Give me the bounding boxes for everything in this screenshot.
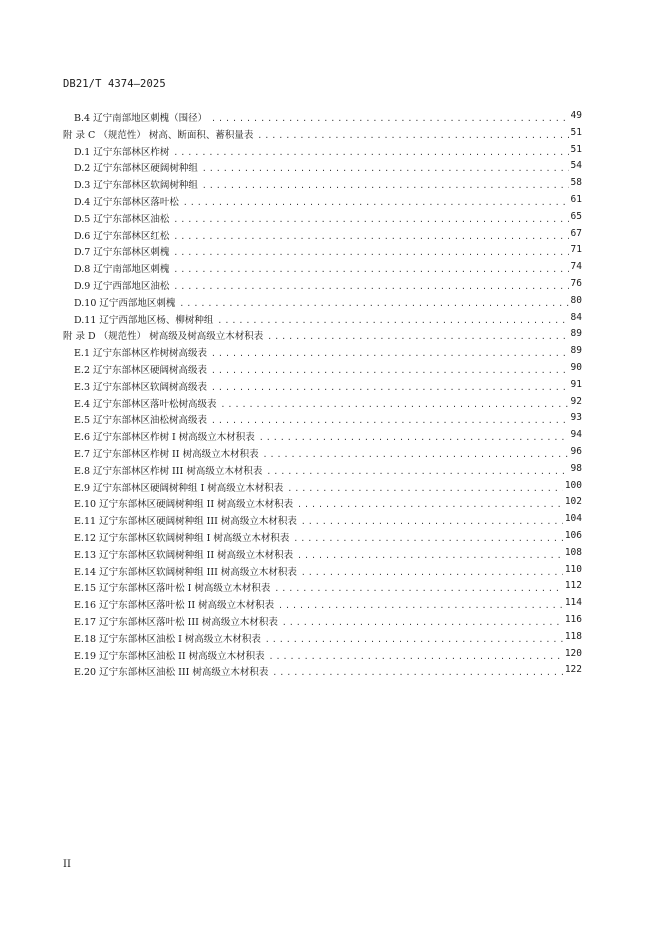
- dot-leader: [221, 400, 578, 409]
- toc-entry-page: 89: [570, 345, 582, 357]
- toc-entry-page: 94: [570, 429, 582, 441]
- dot-leader: [211, 349, 578, 358]
- dot-leader: [267, 332, 578, 341]
- toc-entry-label: E.4 辽宁东部林区落叶松树高级表: [74, 398, 217, 410]
- toc-entry-page: 71: [570, 244, 582, 256]
- dot-leader: [269, 652, 578, 661]
- toc-entry[interactable]: [0, 614, 662, 630]
- toc-entry[interactable]: [0, 396, 662, 412]
- toc-entry[interactable]: [0, 244, 662, 260]
- dot-leader: [183, 198, 578, 207]
- toc-entry-label: E.14 辽宁东部林区软阔树种组 III 树高级立木材积表: [74, 566, 297, 578]
- toc-entry[interactable]: [0, 194, 662, 210]
- toc-entry-label: B.4 辽宁南部地区刺槐（围径）: [74, 113, 208, 124]
- toc-entry-page: 67: [570, 227, 582, 239]
- toc-entry-label: E.2 辽宁东部林区硬阔树高级表: [74, 365, 208, 376]
- toc-entry[interactable]: [0, 228, 662, 244]
- toc-entry-label: E.11 辽宁东部林区硬阔树种组 III 树高级立木材积表: [74, 516, 297, 528]
- page-number: II: [63, 859, 71, 870]
- toc-entry-page: 114: [564, 597, 582, 609]
- toc-entry-label: E.3 辽宁东部林区软阔树高级表: [74, 381, 208, 393]
- dot-leader: [211, 114, 578, 123]
- toc-entry[interactable]: [0, 312, 662, 328]
- toc-entry-page: 93: [570, 412, 582, 424]
- toc-entry-page: 65: [570, 210, 582, 222]
- toc-entry-page: 110: [564, 563, 582, 575]
- toc-entry-page: 112: [564, 580, 582, 592]
- toc-entry-label: E.9 辽宁东部林区硬阔树种组 I 树高级立木材积表: [74, 482, 284, 494]
- toc-entry-label: D.6 辽宁东部林区红松: [74, 230, 170, 242]
- toc-entry-page: 120: [564, 647, 582, 659]
- toc-entry[interactable]: [0, 580, 662, 596]
- dot-leader: [257, 131, 578, 140]
- toc-entry-label: 附 录 C （规范性） 树高、断面积、蓄积量表: [63, 129, 254, 141]
- toc-entry-label: E.20 辽宁东部林区油松 III 树高级立木材积表: [74, 667, 269, 679]
- toc-entry-label: D.3 辽宁东部林区软阔树种组: [74, 180, 198, 192]
- toc-entry-label: D.8 辽宁南部地区刺槐: [74, 264, 170, 276]
- toc-entry[interactable]: [0, 530, 662, 546]
- toc-entry-label: E.15 辽宁东部林区落叶松 I 树高级立木材积表: [74, 583, 271, 595]
- toc-entry[interactable]: [0, 446, 662, 462]
- toc-entry-label: E.13 辽宁东部林区软阔树种组 II 树高级立木材积表: [74, 549, 294, 561]
- toc-entry-page: 102: [564, 496, 582, 508]
- toc-entry-label: D.2 辽宁东部林区硬阔树种组: [74, 163, 198, 175]
- dot-leader: [266, 467, 578, 476]
- toc-entry[interactable]: [0, 110, 662, 126]
- dot-leader: [173, 265, 578, 274]
- toc-entry-label: D.1 辽宁东部林区柞树: [74, 146, 170, 158]
- toc-entry-label: E.16 辽宁东部林区落叶松 II 树高级立木材积表: [74, 600, 275, 612]
- dot-leader: [301, 568, 578, 577]
- toc-entry-page: 92: [570, 395, 582, 407]
- toc-entry-page: 49: [570, 110, 582, 121]
- toc-entry-page: 58: [570, 177, 582, 189]
- toc-entry[interactable]: [0, 597, 662, 613]
- toc-entry-page: 80: [570, 294, 582, 306]
- toc-entry-page: 96: [570, 446, 582, 457]
- dot-leader: [301, 517, 578, 526]
- toc-entry-label: D.7 辽宁东部林区刺槐: [74, 247, 170, 259]
- toc-entry-label: D.4 辽宁东部林区落叶松: [74, 197, 179, 208]
- toc-entry[interactable]: [0, 412, 662, 428]
- toc-entry[interactable]: [0, 547, 662, 563]
- toc-entry-label: D.9 辽宁西部地区油松: [74, 281, 170, 292]
- toc-entry-label: E.12 辽宁东部林区软阔树种组 I 树高级立木材积表: [74, 533, 290, 544]
- toc-entry[interactable]: [0, 496, 662, 512]
- toc-entry[interactable]: [0, 362, 662, 378]
- toc-entry-label: E.6 辽宁东部林区柞树 I 树高级立木材积表: [74, 432, 255, 444]
- toc-entry-label: D.10 辽宁西部地区刺槐: [74, 297, 176, 309]
- dot-leader: [202, 164, 578, 173]
- toc-entry-page: 118: [564, 630, 582, 642]
- toc-entry-label: E.10 辽宁东部林区硬阔树种组 II 树高级立木材积表: [74, 499, 294, 511]
- dot-leader: [259, 433, 578, 442]
- toc-entry-page: 106: [564, 530, 582, 541]
- dot-leader: [211, 366, 578, 375]
- dot-leader: [173, 282, 578, 291]
- toc-entry-page: 84: [570, 311, 582, 323]
- document-code: DB21/T 4374—2025: [63, 78, 166, 90]
- toc-entry[interactable]: [0, 278, 662, 294]
- toc-entry[interactable]: [0, 177, 662, 193]
- toc-entry[interactable]: [0, 328, 662, 344]
- dot-leader: [211, 416, 578, 425]
- toc-entry[interactable]: [0, 631, 662, 647]
- toc-entry-page: 74: [570, 261, 582, 273]
- toc-entry-label: E.7 辽宁东部林区柞树 II 树高级立木材积表: [74, 449, 259, 460]
- dot-leader: [287, 484, 578, 493]
- toc-entry[interactable]: [0, 664, 662, 680]
- toc-entry-page: 91: [570, 378, 582, 390]
- toc-entry[interactable]: [0, 564, 662, 580]
- toc-entry-page: 122: [564, 664, 582, 676]
- dot-leader: [173, 232, 578, 241]
- toc-entry[interactable]: [0, 211, 662, 227]
- dot-leader: [179, 299, 578, 308]
- toc-entry[interactable]: [0, 295, 662, 311]
- toc-entry-page: 100: [564, 479, 582, 491]
- dot-leader: [217, 316, 578, 325]
- toc-entry-label: E.5 辽宁东部林区油松树高级表: [74, 415, 208, 427]
- dot-leader: [202, 181, 578, 190]
- toc-entry-page: 51: [570, 126, 582, 138]
- toc-entry-page: 116: [564, 614, 582, 625]
- dot-leader: [272, 668, 578, 677]
- toc-entry-page: 76: [570, 278, 582, 289]
- toc-entry[interactable]: [0, 429, 662, 445]
- toc-entry-page: 104: [564, 513, 582, 525]
- toc-entry[interactable]: [0, 144, 662, 160]
- dot-leader: [265, 635, 578, 644]
- toc-entry-page: 61: [570, 194, 582, 205]
- dot-leader: [278, 601, 578, 610]
- toc-entry[interactable]: [0, 345, 662, 361]
- toc-entry-page: 54: [570, 160, 582, 172]
- toc-entry[interactable]: [0, 480, 662, 496]
- dot-leader: [297, 551, 578, 560]
- toc-entry-page: 89: [570, 328, 582, 340]
- toc-entry-page: 90: [570, 362, 582, 373]
- dot-leader: [173, 148, 578, 157]
- toc-entry-page: 98: [570, 462, 582, 474]
- dot-leader: [173, 248, 578, 257]
- dot-leader: [211, 383, 578, 392]
- dot-leader: [274, 584, 578, 593]
- dot-leader: [173, 215, 578, 224]
- toc-entry-label: E.17 辽宁东部林区落叶松 III 树高级立木材积表: [74, 617, 278, 628]
- toc-entry-label: E.1 辽宁东部林区柞树树高级表: [74, 348, 208, 360]
- toc-entry-label: D.11 辽宁西部地区杨、柳树种组: [74, 314, 214, 326]
- toc-entry[interactable]: [0, 648, 662, 664]
- toc-entry-page: 108: [564, 546, 582, 558]
- dot-leader: [293, 534, 578, 543]
- toc-entry[interactable]: [0, 127, 662, 143]
- toc-entry[interactable]: [0, 160, 662, 176]
- toc-entry-label: 附 录 D （规范性） 树高级及树高级立木材积表: [63, 331, 264, 343]
- toc-entry[interactable]: [0, 513, 662, 529]
- dot-leader: [282, 618, 578, 627]
- toc-entry-label: E.8 辽宁东部林区柞树 III 树高级立木材积表: [74, 465, 263, 477]
- toc-entry[interactable]: [0, 261, 662, 277]
- dot-leader: [297, 500, 578, 509]
- toc-entry-label: E.18 辽宁东部林区油松 I 树高级立木材积表: [74, 633, 261, 645]
- toc-entry-label: D.5 辽宁东部林区油松: [74, 213, 170, 225]
- toc-entry-label: E.19 辽宁东部林区油松 II 树高级立木材积表: [74, 650, 265, 662]
- dot-leader: [263, 450, 578, 459]
- toc-entry[interactable]: [0, 463, 662, 479]
- toc-entry-page: 51: [570, 143, 582, 155]
- toc-entry[interactable]: [0, 379, 662, 395]
